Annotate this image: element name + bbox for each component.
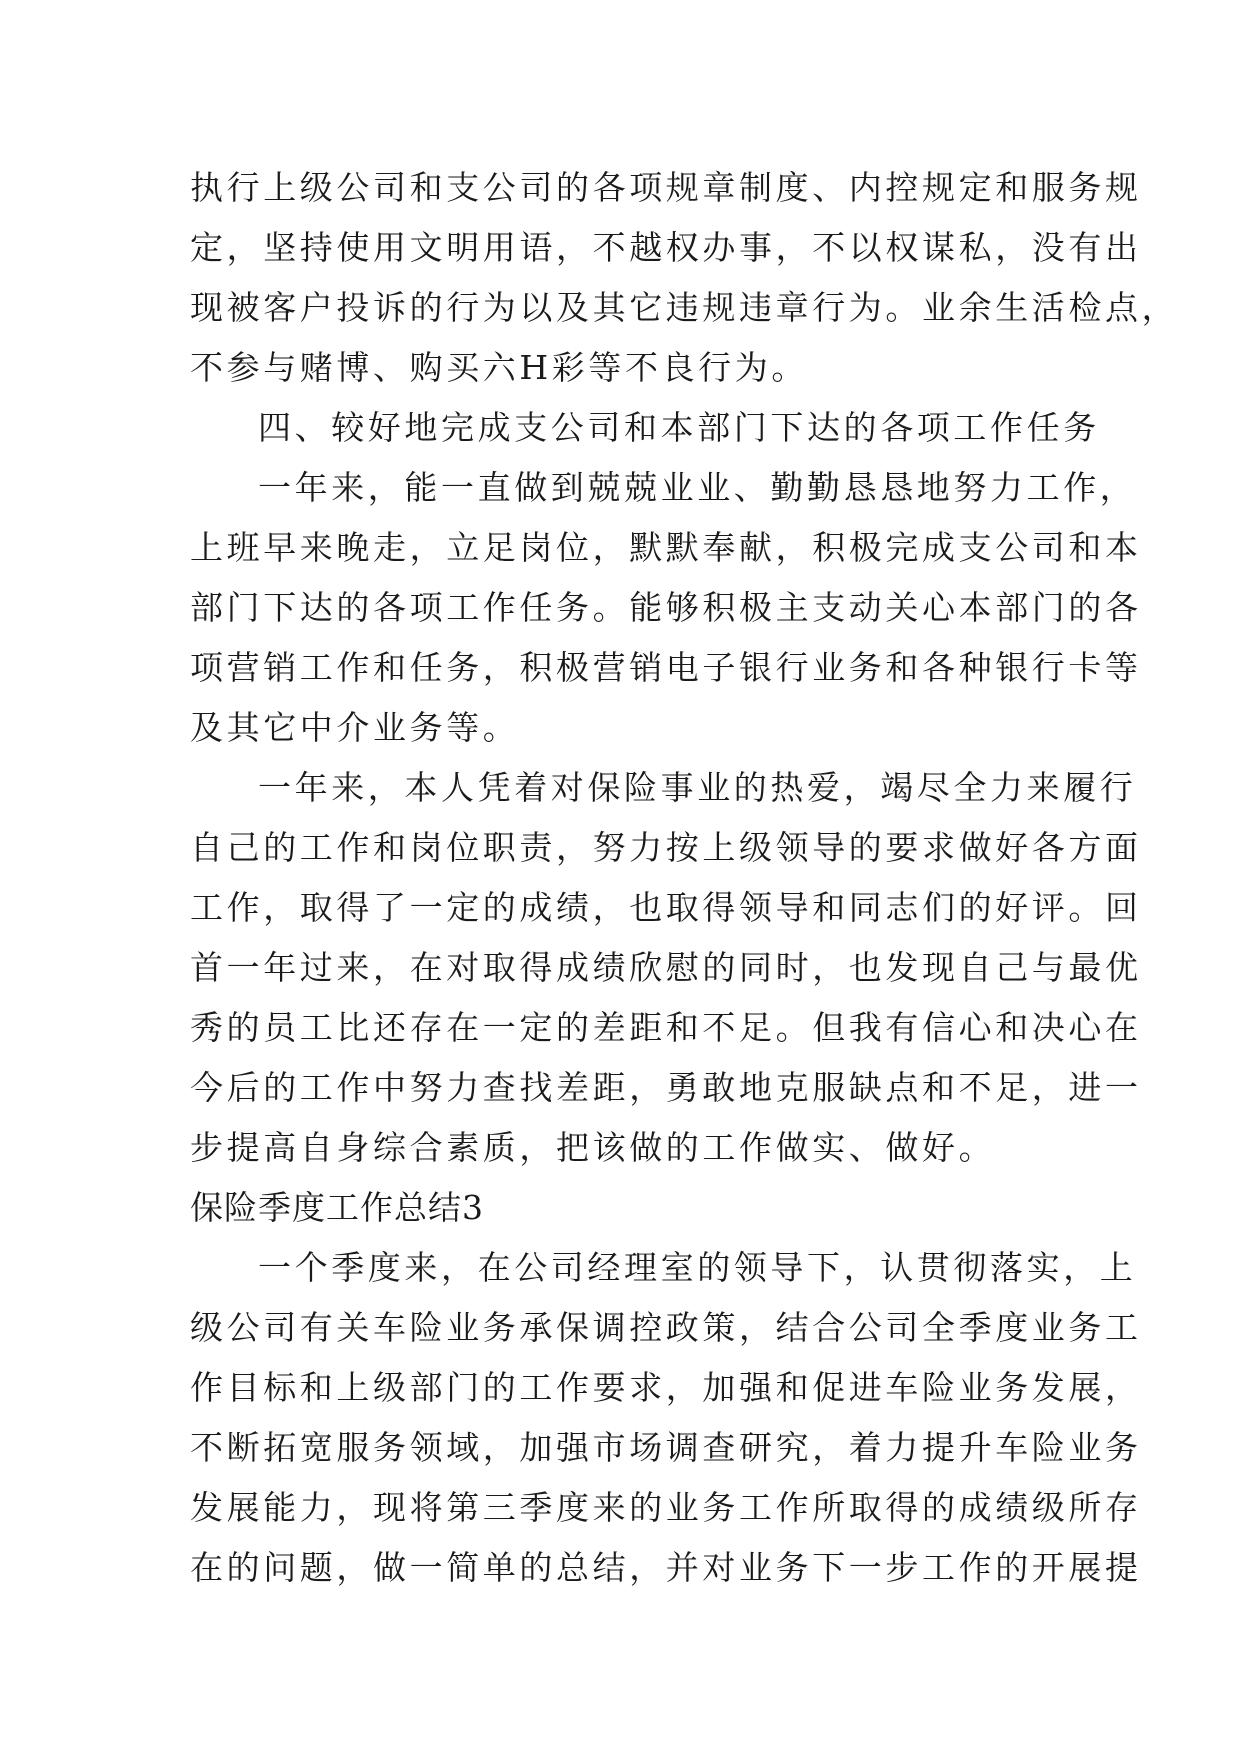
text-line: 自己的工作和岗位职责，努力按上级领导的要求做好各方面 bbox=[190, 828, 1142, 867]
text-line: 现被客户投诉的行为以及其它违规违章行为。业余生活检点， bbox=[190, 288, 1179, 327]
text-line: 执行上级公司和支公司的各项规章制度、内控规定和服务规 bbox=[190, 168, 1142, 207]
text-line: 作目标和上级部门的工作要求，加强和促进车险业务发展， bbox=[190, 1368, 1142, 1407]
text-line: 今后的工作中努力查找差距，勇敢地克服缺点和不足，进一 bbox=[190, 1068, 1142, 1107]
text-line: 一年来，能一直做到兢兢业业、勤勤恳恳地努力工作， bbox=[258, 468, 1137, 507]
text-line: 在的问题，做一简单的总结，并对业务下一步工作的开展提 bbox=[190, 1548, 1142, 1587]
text-line: 部门下达的各项工作任务。能够积极主支动关心本部门的各 bbox=[190, 588, 1142, 627]
text-line: 定，坚持使用文明用语，不越权办事，不以权谋私，没有出 bbox=[190, 228, 1142, 267]
text-line: 不断拓宽服务领域，加强市场调查研究，着力提升车险业务 bbox=[190, 1428, 1142, 1467]
text-line: 及其它中介业务等。 bbox=[190, 708, 520, 747]
text-line: 首一年过来，在对取得成绩欣慰的同时，也发现自己与最优 bbox=[190, 948, 1142, 987]
text-line: 上班早来晚走，立足岗位，默默奉献，积极完成支公司和本 bbox=[190, 528, 1142, 567]
text-line: 发展能力，现将第三季度来的业务工作所取得的成绩级所存 bbox=[190, 1488, 1142, 1527]
text-line: 一年来，本人凭着对保险事业的热爱，竭尽全力来履行 bbox=[258, 768, 1137, 807]
section-heading: 四、较好地完成支公司和本部门下达的各项工作任务 bbox=[258, 408, 1100, 447]
text-line: 步提高自身综合素质，把该做的工作做实、做好。 bbox=[190, 1128, 996, 1167]
text-line: 工作，取得了一定的成绩，也取得领导和同志们的好评。回 bbox=[190, 888, 1142, 927]
text-line: 级公司有关车险业务承保调控政策，结合公司全季度业务工 bbox=[190, 1308, 1142, 1347]
text-line: 秀的员工比还存在一定的差距和不足。但我有信心和决心在 bbox=[190, 1008, 1142, 1047]
text-line: 不参与赌博、购买六H彩等不良行为。 bbox=[190, 348, 808, 387]
section-title: 保险季度工作总结3 bbox=[190, 1188, 484, 1227]
text-line: 一个季度来，在公司经理室的领导下，认贯彻落实，上 bbox=[258, 1248, 1137, 1287]
text-line: 项营销工作和任务，积极营销电子银行业务和各种银行卡等 bbox=[190, 648, 1142, 687]
